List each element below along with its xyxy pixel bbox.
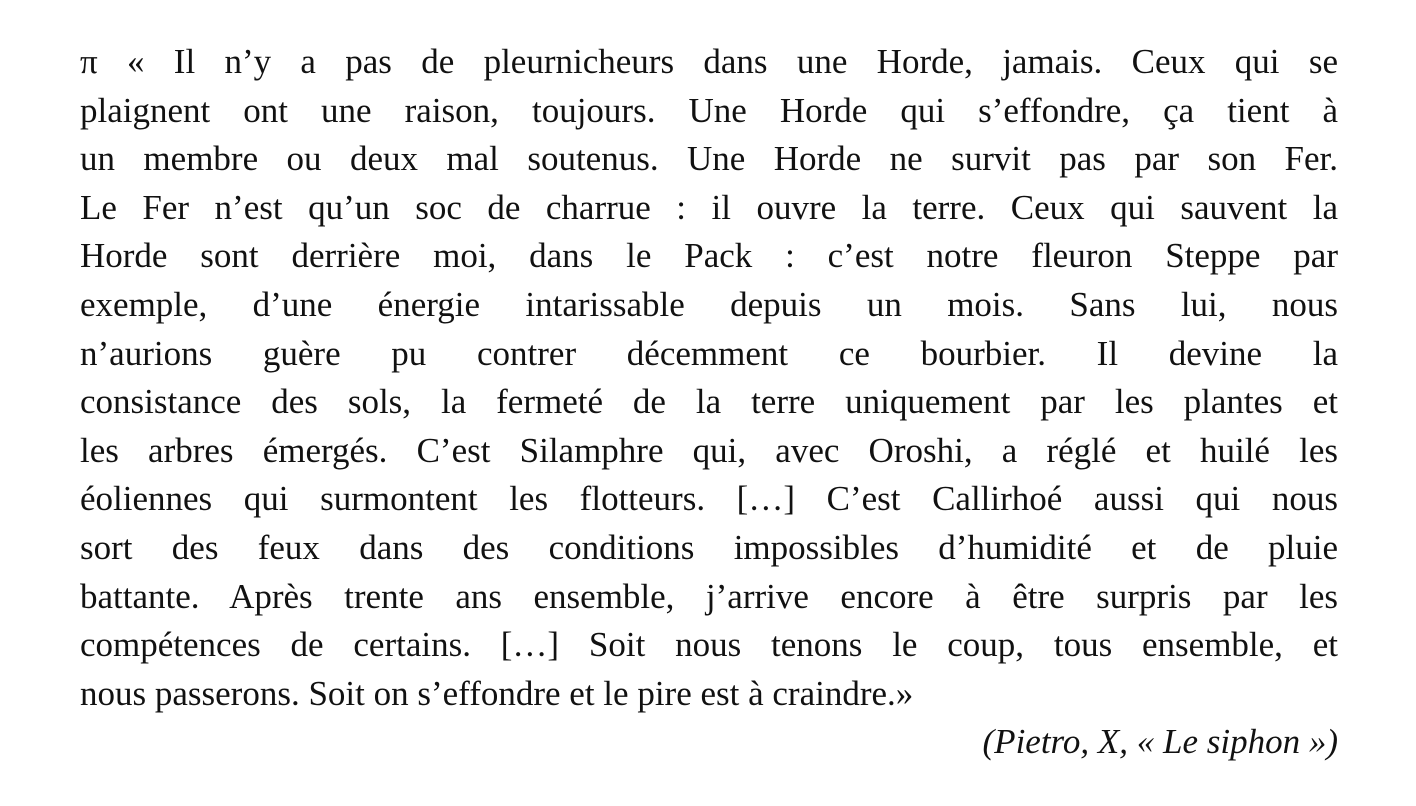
quote-line: un membre ou deux mal soutenus. Une Horde ne survit pas par son Fer. — [80, 139, 1338, 179]
quote-line: n’aurions guère pu contrer décemment ce bourbier. Il devine la — [80, 333, 1338, 373]
quote-block — [80, 38, 1338, 767]
quote-line: Le Fer n’est qu’un soc de charrue : il ouvre la terre. Ceux qui sauvent la — [80, 187, 1338, 227]
quote-line: compétences de certains. […] Soit nous tenons le coup, tous ensemble, et — [80, 625, 1338, 665]
quote-line: battante. Après trente ans ensemble, j’arrive encore à être surpris par les — [80, 576, 1338, 616]
quote-line: nous passerons. Soit on s’effondre et le pire est à craindre.» — [80, 673, 914, 713]
quote-line: exemple, d’une énergie intarissable depuis un mois. Sans lui, nous — [80, 284, 1338, 324]
quote-line: plaignent ont une raison, toujours. Une Horde qui s’effondre, ça tient à — [80, 90, 1338, 130]
quote-line: consistance des sols, la fermeté de la terre uniquement par les plantes et — [80, 382, 1338, 422]
quote-line: les arbres émergés. C’est Silamphre qui, avec Oroshi, a réglé et huilé les — [80, 430, 1338, 470]
quote-line: Horde sont derrière moi, dans le Pack : c’est notre fleuron Steppe par — [80, 236, 1338, 276]
quote-citation: (Pietro, X, « Le siphon ») — [982, 722, 1338, 762]
quote-line: éoliennes qui surmontent les flotteurs. […] C’est Callirhoé aussi qui nous — [80, 479, 1338, 519]
quote-line: sort des feux dans des conditions impossibles d’humidité et de pluie — [80, 527, 1338, 567]
quote-line: π « Il n’y a pas de pleurnicheurs dans une Horde, jamais. Ceux qui se — [80, 42, 1338, 81]
